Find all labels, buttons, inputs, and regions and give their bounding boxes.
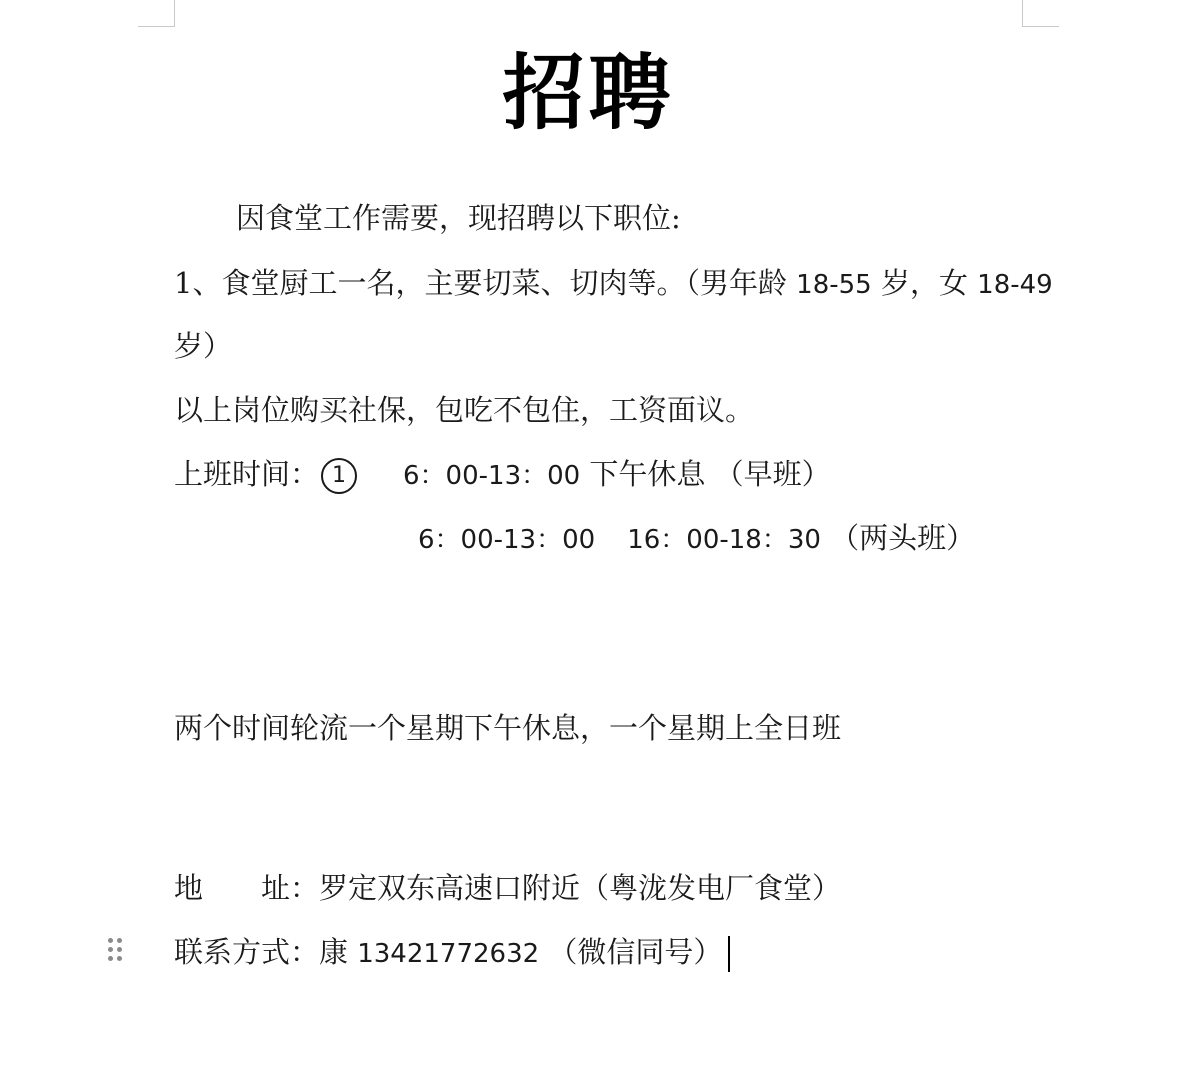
schedule-paragraph[interactable]: [174, 454, 831, 496]
position-paragraph-end[interactable]: 岁）: [174, 329, 233, 363]
paragraph-drag-handle-icon[interactable]: [108, 938, 124, 968]
female-age-range: 18-49: [977, 270, 1053, 300]
shift1-note: 下午休息 （早班）: [580, 457, 831, 491]
document-title: 招聘: [502, 45, 675, 141]
contact-paragraph[interactable]: [174, 932, 730, 974]
benefits-paragraph[interactable]: 以上岗位购买社保，包吃不包住，工资面议。: [174, 393, 755, 427]
contact-note: （微信同号）: [539, 935, 723, 969]
position-text: 1、食堂厨工一名，主要切菜、切肉等。（男年龄: [174, 266, 797, 300]
male-age-range: 18-55: [796, 270, 872, 300]
shift2-time-morning: 6：00-13：00: [418, 525, 596, 555]
shift2-time-evening: 16：00-18：30: [627, 525, 821, 555]
shift2-paragraph[interactable]: [418, 518, 975, 560]
rotation-paragraph[interactable]: 两个时间轮流一个星期下午休息，一个星期上全日班: [174, 711, 842, 745]
contact-phone: 13421772632: [357, 939, 540, 969]
schedule-label: 上班时间：: [174, 457, 320, 491]
contact-label: 联系方式：康: [174, 935, 358, 969]
page-corner-marker-right: [1022, 0, 1059, 27]
address-paragraph[interactable]: [174, 868, 841, 908]
intro-paragraph[interactable]: 因食堂工作需要，现招聘以下职位:: [236, 201, 681, 235]
shift1-time: 6：00-13：00: [403, 461, 581, 491]
circled-number-one: 1: [321, 458, 357, 494]
shift2-note: （两头班）: [820, 521, 976, 555]
position-mid-text: 岁，女: [871, 266, 978, 300]
address-value: 罗定双东高速口附近（粤泷发电厂食堂）: [319, 871, 842, 905]
address-label: 地 址：: [174, 871, 320, 905]
position-paragraph[interactable]: [174, 263, 1053, 305]
page-corner-marker-left: [138, 0, 175, 27]
text-cursor: [728, 936, 730, 972]
